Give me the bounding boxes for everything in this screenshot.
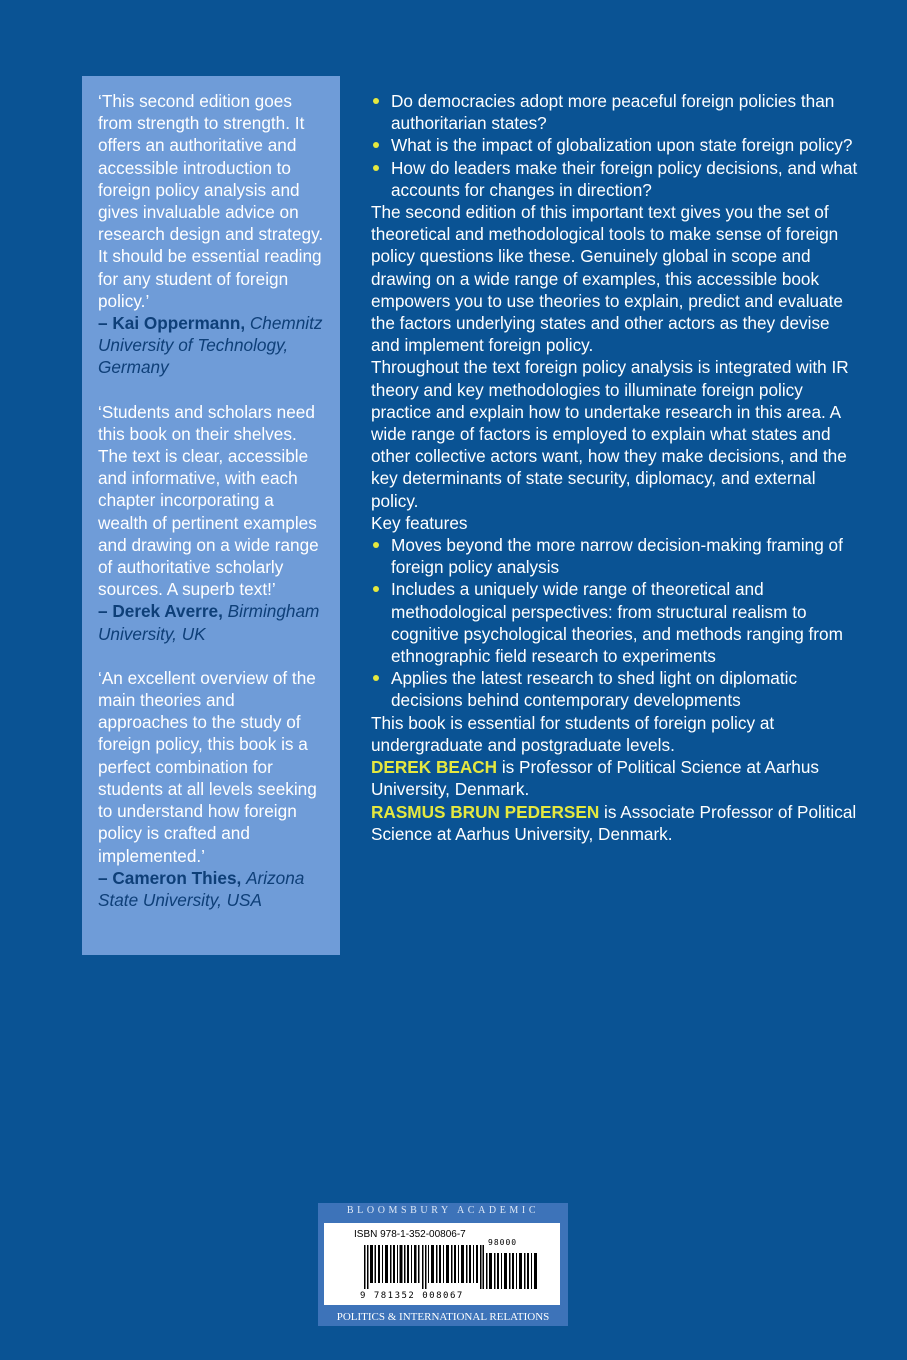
- blurb-column: [371, 90, 861, 845]
- question-list: [371, 90, 861, 201]
- reviewer-affiliation: Birmingham University, UK: [98, 601, 320, 644]
- list-item: Moves beyond the more narrow decision-making framing of foreign policy analysis: [371, 534, 861, 578]
- list-item: What is the impact of globalization upon state foreign policy?: [371, 134, 861, 156]
- barcode-card: [324, 1223, 560, 1305]
- barcode-box: [318, 1203, 568, 1326]
- reviews-panel: [82, 76, 340, 955]
- quote-text: ‘This second edition goes from strength to strength. It offers an authoritative and accessible introduction to foreign policy analysis and gives invaluable advice on research design and strategy. It should be essential reading for any student of foreign policy.’: [98, 91, 324, 311]
- audience-paragraph: This book is essential for students of foreign policy at undergraduate and postgraduate levels.: [371, 712, 775, 755]
- isbn-label: ISBN 978-1-352-00806-7: [354, 1229, 466, 1240]
- review-quote: [98, 90, 326, 379]
- review-quote: [98, 667, 326, 911]
- quote-attribution: – Kai Oppermann, Chemnitz University of Technology, Germany: [98, 313, 323, 378]
- reviewer-affiliation: Chemnitz University of Technology, Germany: [98, 313, 323, 378]
- list-item: Applies the latest research to shed light on diplomatic decisions behind contemporary developments: [371, 667, 861, 711]
- ean-digits: 9 781352 008067: [360, 1291, 464, 1301]
- reviewer-name: Cameron Thies: [112, 867, 237, 888]
- description-paragraph: Throughout the text foreign policy analysis is integrated with IR theory and key methodologies to illuminate foreign policy practice and explain how to undertake research in this area. A wide range of factors is employed to explain what states and other collective actors want, how they make decisions, and the key determinants of state security, diplomacy, and external policy.: [371, 357, 849, 511]
- author-name: RASMUS BRUN PEDERSEN: [371, 801, 600, 822]
- series-label: POLITICS & INTERNATIONAL RELATIONS: [336, 1311, 550, 1323]
- quote-text: ‘Students and scholars need this book on their shelves. The text is clear, accessible and informative, with each chapter incorporating a wealth of pertinent examples and drawing on a wide range of authoritative scholarly sources. A superb text!’: [98, 401, 319, 600]
- quote-text: ‘An excellent overview of the main theories and approaches to the study of foreign policy, this book is a perfect combination for students at all levels seeking to understand how foreign policy is crafted and implemented.’: [98, 667, 317, 866]
- reviewer-name: Derek Averre: [112, 601, 219, 622]
- list-item: Do democracies adopt more peaceful foreign policies than authoritarian states?: [371, 90, 861, 134]
- reviewer-name: Kai Oppermann: [112, 313, 241, 334]
- description-paragraph: The second edition of this important text gives you the set of theoretical and methodological tools to make sense of foreign policy questions like these. Genuinely global in scope and drawing on a wide range of examples, this accessible book empowers you to use theories to explain, predict and evaluate the factors underlying states and other actors as they devise and implement foreign policy.: [371, 202, 843, 356]
- author-bio: DEREK BEACH is Professor of Political Science at Aarhus University, Denmark.: [371, 757, 820, 800]
- key-features-list: [371, 534, 861, 712]
- quote-attribution: – Derek Averre, Birmingham University, UK: [98, 601, 320, 644]
- reviewer-affiliation: Arizona State University, USA: [98, 867, 305, 910]
- author-name: DEREK BEACH: [371, 757, 498, 778]
- addon-barcode: [486, 1245, 538, 1289]
- publisher-name: BLOOMSBURY ACADEMIC: [346, 1205, 540, 1216]
- key-features-heading: Key features: [371, 512, 468, 533]
- list-item: Includes a uniquely wide range of theoretical and methodological perspectives: from structural realism to cognitive psychological theories, and methods ranging from ethnographic field research to experiments: [371, 578, 861, 667]
- ean-barcode: [364, 1245, 484, 1289]
- addon-digits: 98000: [488, 1238, 518, 1247]
- list-item: How do leaders make their foreign policy decisions, and what accounts for changes in direction?: [371, 157, 861, 201]
- review-quote: [98, 401, 326, 645]
- author-bio: RASMUS BRUN PEDERSEN is Associate Professor of Political Science at Aarhus University, Denmark.: [371, 801, 857, 844]
- quote-attribution: – Cameron Thies, Arizona State University, USA: [98, 867, 305, 910]
